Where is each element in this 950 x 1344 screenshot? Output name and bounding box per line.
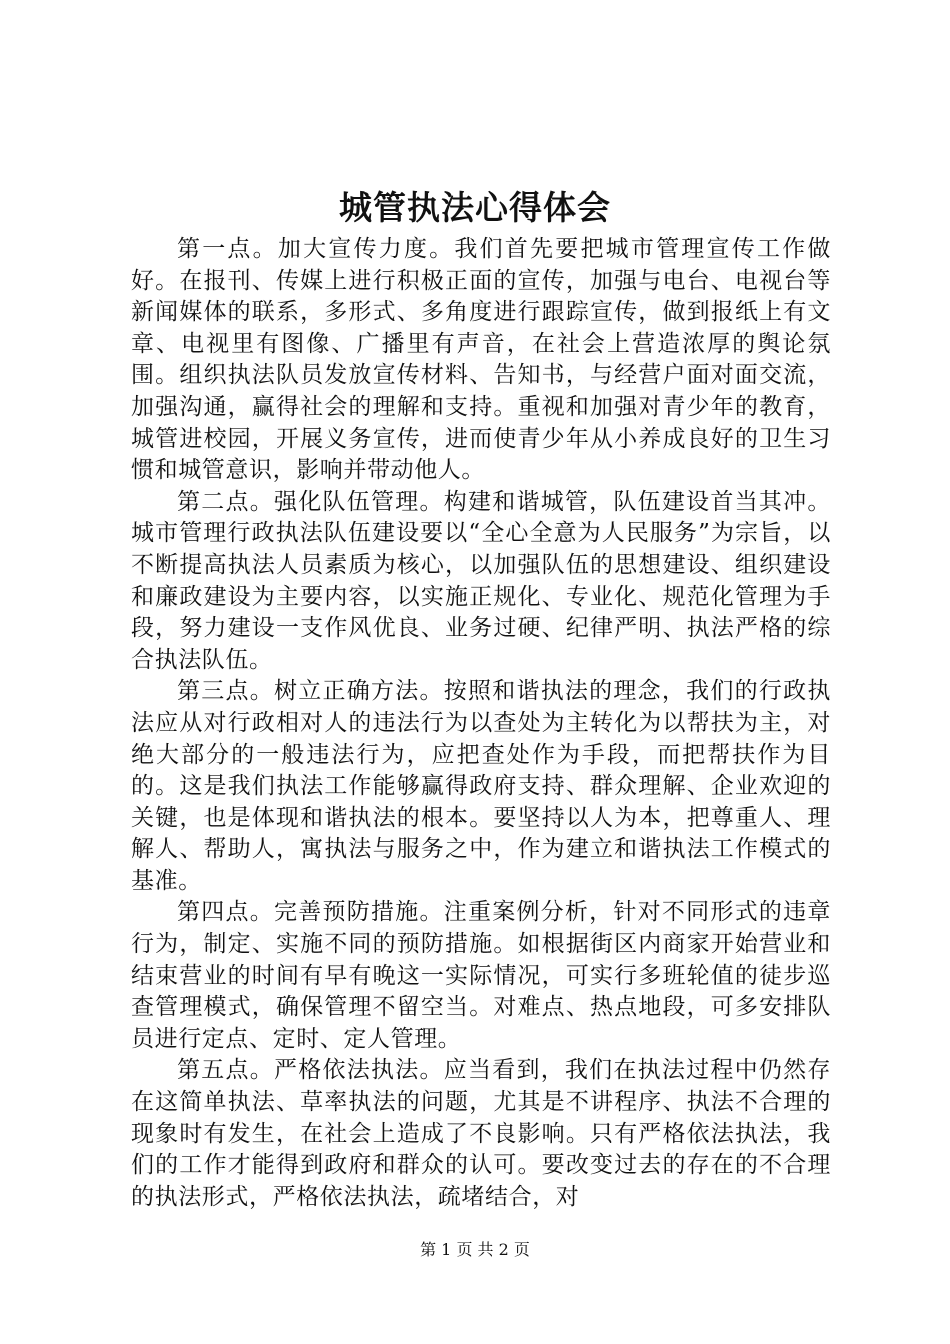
paragraph-5: 第五点。严格依法执法。应当看到，我们在执法过程中仍然存在这简单执法、草率执法的问题，尤其是不讲程序、执法不合理的现象时有发生，在社会上造成了不良影响。只有严格依法执法，我们的工作才能得到政府和群众的认可。要改变过去的存在的不合理的执法形式，严格依法执法，疏堵结合，对 — [131, 1057, 831, 1210]
paragraph-3: 第三点。树立正确方法。按照和谐执法的理念，我们的行政执法应从对行政相对人的违法行为以查处为主转化为以帮扶为主，对绝大部分的一般违法行为，应把查处作为手段，而把帮扶作为目的。这是我们执法工作能够赢得政府支持、群众理解、企业欢迎的关键，也是体现和谐执法的根本。要坚持以人为本，把尊重人、理解人、帮助人，寓执法与服务之中，作为建立和谐执法工作模式的基准。 — [131, 678, 831, 894]
paragraph-2: 第二点。强化队伍管理。构建和谐城管，队伍建设首当其冲。城市管理行政执法队伍建设要以“全心全意为人民服务”为宗旨，以不断提高执法人员素质为核心，以加强队伍的思想建设、组织建设和廉政建设为主要内容，以实施正规化、专业化、规范化管理为手段，努力建设一支作风优良、业务过硬、纪律严明、执法严格的综合执法队伍。 — [131, 488, 831, 673]
page-number-footer: 第 1 页 共 2 页 — [420, 1240, 530, 1259]
paragraph-1: 第一点。加大宣传力度。我们首先要把城市管理宣传工作做好。在报刊、传媒上进行积极正面的宣传，加强与电台、电视台等新闻媒体的联系，多形式、多角度进行跟踪宣传，做到报纸上有文章、电视里有图像、广播里有声音，在社会上营造浓厚的舆论氛围。组织执法队员发放宣传材料、告知书，与经营户面对面交流，加强沟通，赢得社会的理解和支持。重视和加强对青少年的教育，城管进校园，开展义务宣传，进而使青少年从小养成良好的卫生习惯和城管意识，影响并带动他人。 — [131, 236, 831, 484]
paragraph-4: 第四点。完善预防措施。注重案例分析，针对不同形式的违章行为，制定、实施不同的预防措施。如根据街区内商家开始营业和结束营业的时间有早有晚这一实际情况，可实行多班轮值的徒步巡查管理模式，确保管理不留空当。对难点、热点地段，可多安排队员进行定点、定时、定人管理。 — [131, 899, 831, 1052]
document-body — [131, 234, 831, 1213]
page-title: 城管执法心得体会 — [339, 188, 611, 227]
